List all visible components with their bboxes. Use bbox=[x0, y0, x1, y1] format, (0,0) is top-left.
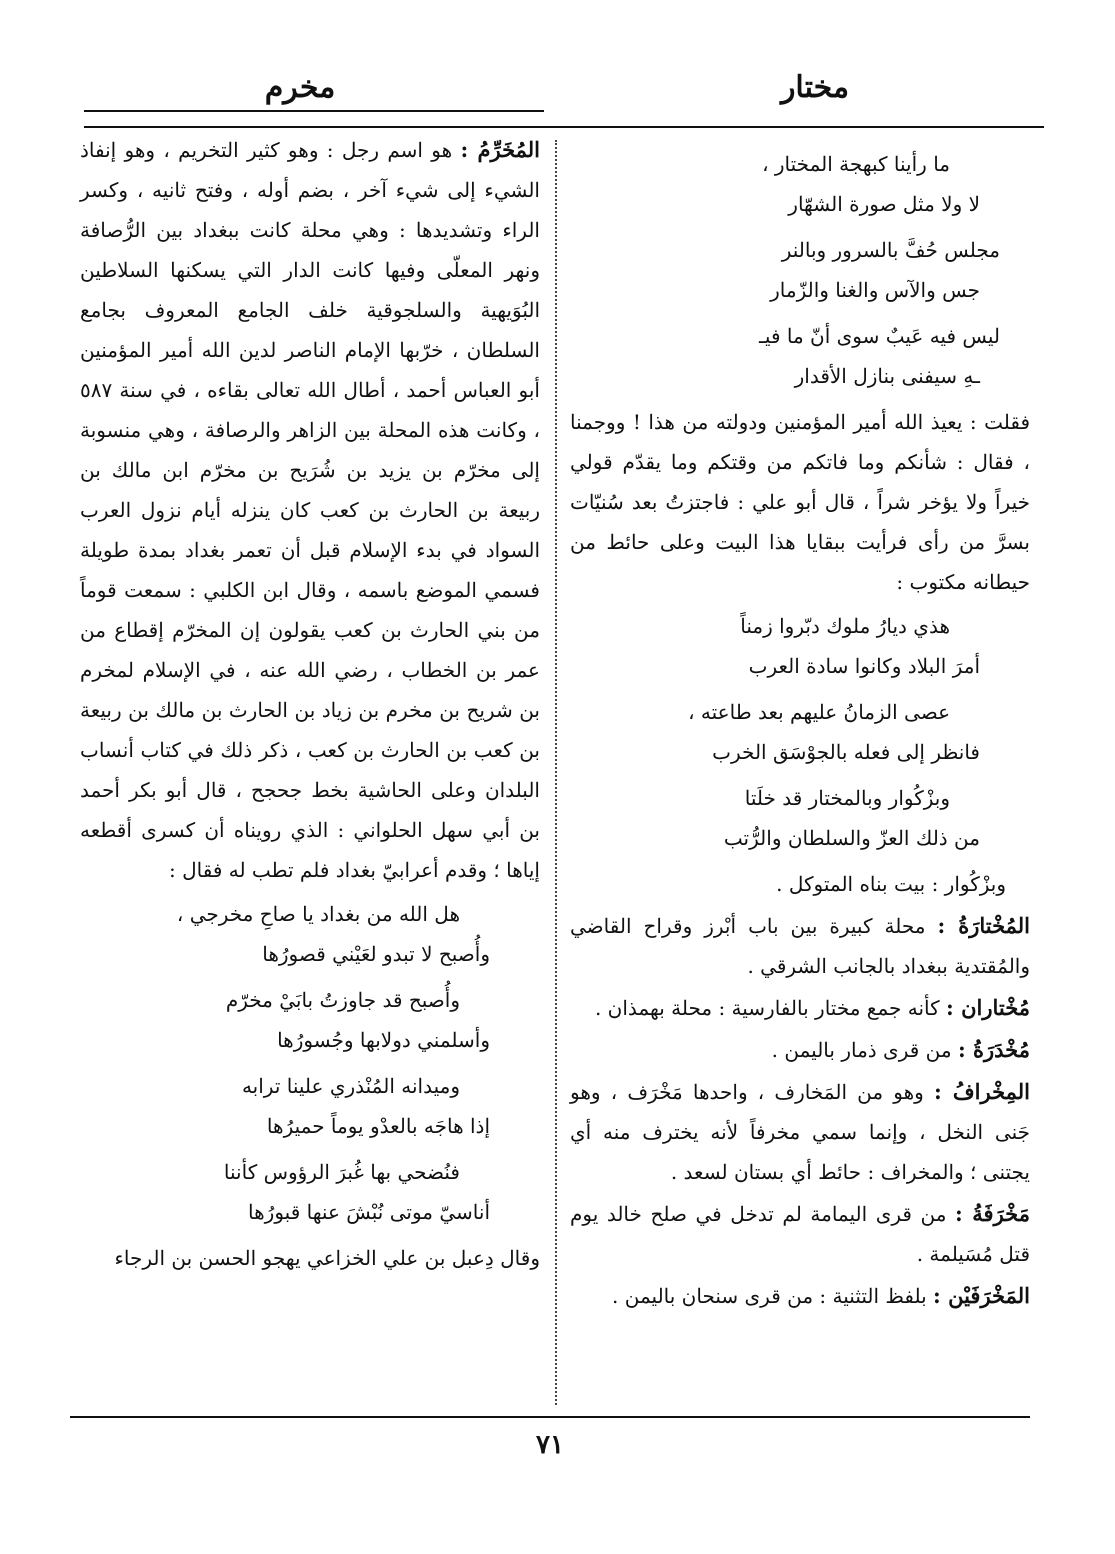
header-rule-left bbox=[84, 110, 544, 112]
verse-block bbox=[80, 1066, 540, 1146]
verse-block bbox=[80, 894, 540, 974]
header-rule bbox=[84, 126, 1044, 128]
verse-line: هل الله من بغداد يا صاحِ مخرجي ، bbox=[176, 902, 460, 926]
verse-line: ـهِ سيفنى بنازل الأقدار bbox=[794, 364, 980, 388]
verse-line: وبزْكُوار وبالمختار قد خلَتا bbox=[744, 786, 950, 810]
entry-headword: مُخْتاران : bbox=[946, 995, 1030, 1020]
entry-headword: المَخْرَفَيْن : bbox=[933, 1283, 1030, 1308]
page-number: ٧١ bbox=[536, 1430, 564, 1460]
verse-block bbox=[570, 606, 1030, 686]
verse-line: من ذلك العزّ والسلطان والرُّتب bbox=[723, 826, 980, 850]
dictionary-entry bbox=[570, 988, 1030, 1028]
verse-block bbox=[570, 316, 1030, 396]
entry-text: وهو من المَخارف ، واحدها مَخْرَف ، وهو جَنى النخل ، وإنما سمي مخرفاً لأنه يخترف منه أي يجتنى ؛ والمخراف : حائط أي بستان لسعد . bbox=[570, 1080, 1030, 1184]
verse-block bbox=[570, 692, 1030, 772]
verse-line: ليس فيه عَيبٌ سوى أنّ ما فيـ bbox=[759, 324, 1000, 348]
verse-block bbox=[570, 778, 1030, 858]
entry-headword: المِخْرافُ : bbox=[934, 1079, 1030, 1104]
dictionary-entry bbox=[570, 1194, 1030, 1274]
dictionary-entry bbox=[570, 1276, 1030, 1316]
verse-block bbox=[570, 144, 1030, 224]
dictionary-entry bbox=[80, 130, 540, 890]
note-paragraph: وبزْكُوار : بيت بناه المتوكل . bbox=[776, 872, 1006, 896]
column-divider bbox=[555, 140, 558, 1405]
verse-line: إذا هاجَه بالعدْو يوماً حميرُها bbox=[266, 1114, 490, 1138]
prose-paragraph: فقلت : يعيذ الله أمير المؤمنين ودولته من هذا ! ووجمنا ، فقال : شأنكم وما فاتكم من وقتكم وما يقدّم قولي خيراً ولا يؤخر شراً ، قال أبو علي : فاجتزتُ بعد سُنيّات بسرَّ من رأى فرأيت ببقايا هذا البيت وعلى حائط من حيطانه مكتوب : bbox=[570, 410, 1030, 594]
entry-text: كأنه جمع مختار بالفارسية : محلة بهمذان . bbox=[594, 996, 940, 1020]
verse-line: وأُصبح قد جاوزتُ بابَيْ مخرّم bbox=[225, 988, 460, 1012]
entry-headword: مُخْدَرَةُ : bbox=[957, 1037, 1030, 1062]
entry-text: من قرى اليمامة لم تدخل في صلح خالد يوم قتل مُسَيلمة . bbox=[570, 1202, 1030, 1266]
verse-line: فنُضحي بها غُبرَ الرؤوس كأننا bbox=[223, 1160, 460, 1184]
prose-paragraph: وقال دِعبل بن علي الخزاعي يهجو الحسن بن الرجاء bbox=[114, 1246, 540, 1270]
verse-block bbox=[80, 1152, 540, 1232]
entry-headword: مَخْرَفَةُ : bbox=[955, 1201, 1030, 1226]
entry-text: بلفظ التثنية : من قرى سنحان باليمن . bbox=[612, 1284, 927, 1308]
verse-line: أناسيّ موتى نُبْشَ عنها قبورُها bbox=[248, 1200, 490, 1224]
right-column bbox=[570, 140, 1030, 1318]
entry-headword: المُخَرِّمُ : bbox=[460, 137, 541, 162]
entry-text: هو اسم رجل : وهو كثير التخريم ، وهو إنفاذ الشيء إلى شيء آخر ، بضم أوله ، وفتح ثانيه ، وكسر الراء وتشديدها : وهي محلة كانت ببغداد بين الرُّصافة ونهر المعلّى وفيها كانت الدار التي يسكنها السلاطين البُوَيهية والسلجوقية خلف الجامع المعروف بجامع السلطان ، خرّبها الإمام الناصر لدين الله أمير المؤمنين أبو العباس أحمد ، أطال الله تعالى بقاءه ، في سنة ٥٨٧ ، وكانت هذه المحلة بين الزاهر والرصافة ، وهي منسوبة إلى مخرّم بن يزيد بن شُرَيح بن مخرّم ابن مالك بن ربيعة بن الحارث بن كعب كان ينزله أيام نزول العرب السواد في بدء الإسلام قبل أن تعمر بغداد بمدة طويلة فسمي الموضع باسمه ، وقال ابن الكلبي : سمعت قوماً من بني الحارث بن كعب يقولون إن المخرّم إقطاع من عمر بن الخطاب ، رضي الله عنه ، في الإسلام لمخرم بن شريح بن مخرم بن زياد بن الحارث بن مالك بن ربيعة بن كعب بن الحارث بن كعب ، ذكر ذلك في كتاب أنساب البلدان وعلى الحاشية بخط جحجح ، قال أبو بكر أحمد بن أبي سهل الحلواني : الذي رويناه أن كسرى أقطعه إياها ؛ وقدم أعرابيّ بغداد فلم تطب له فقال : bbox=[80, 138, 540, 882]
verse-line: أمرَ البلاد وكانوا سادة العرب bbox=[748, 654, 980, 678]
verse-line: فانظر إلى فعله بالجوْسَق الخرب bbox=[712, 740, 980, 764]
entry-headword: المُخْتارَةُ : bbox=[937, 913, 1031, 938]
dictionary-entry bbox=[570, 1072, 1030, 1192]
verse-line: وأسلمني دولابها وجُسورُها bbox=[277, 1028, 490, 1052]
entry-text: محلة كبيرة بين باب أبْرز وقراح القاضي والمُقتدية ببغداد بالجانب الشرقي . bbox=[570, 914, 1030, 978]
verse-line: ما رأينا كبهجة المختار ، bbox=[762, 152, 950, 176]
verse-block bbox=[80, 980, 540, 1060]
verse-line: وميدانه المُنْذري علينا ترابه bbox=[241, 1074, 460, 1098]
verse-line: جس والآس والغنا والزّمار bbox=[770, 278, 980, 302]
running-header-left: مخرم bbox=[264, 70, 336, 105]
verse-line: وأُصبح لا تبدو لعَيْني قصورُها bbox=[262, 942, 490, 966]
footer-rule bbox=[70, 1416, 1030, 1418]
dictionary-entry bbox=[570, 1030, 1030, 1070]
entry-text: من قرى ذمار باليمن . bbox=[771, 1038, 952, 1062]
verse-line: هذي ديارُ ملوك دبّروا زمناً bbox=[740, 614, 950, 638]
left-column bbox=[80, 130, 540, 1278]
running-header-right: مختار bbox=[780, 70, 850, 105]
verse-block bbox=[570, 230, 1030, 310]
verse-line: لا ولا مثل صورة الشهّار bbox=[788, 192, 980, 216]
dictionary-entry bbox=[570, 906, 1030, 986]
verse-line: عصى الزمانُ عليهم بعد طاعته ، bbox=[688, 700, 950, 724]
verse-line: مجلس حُفَّ بالسرور وبالنر bbox=[781, 238, 1000, 262]
